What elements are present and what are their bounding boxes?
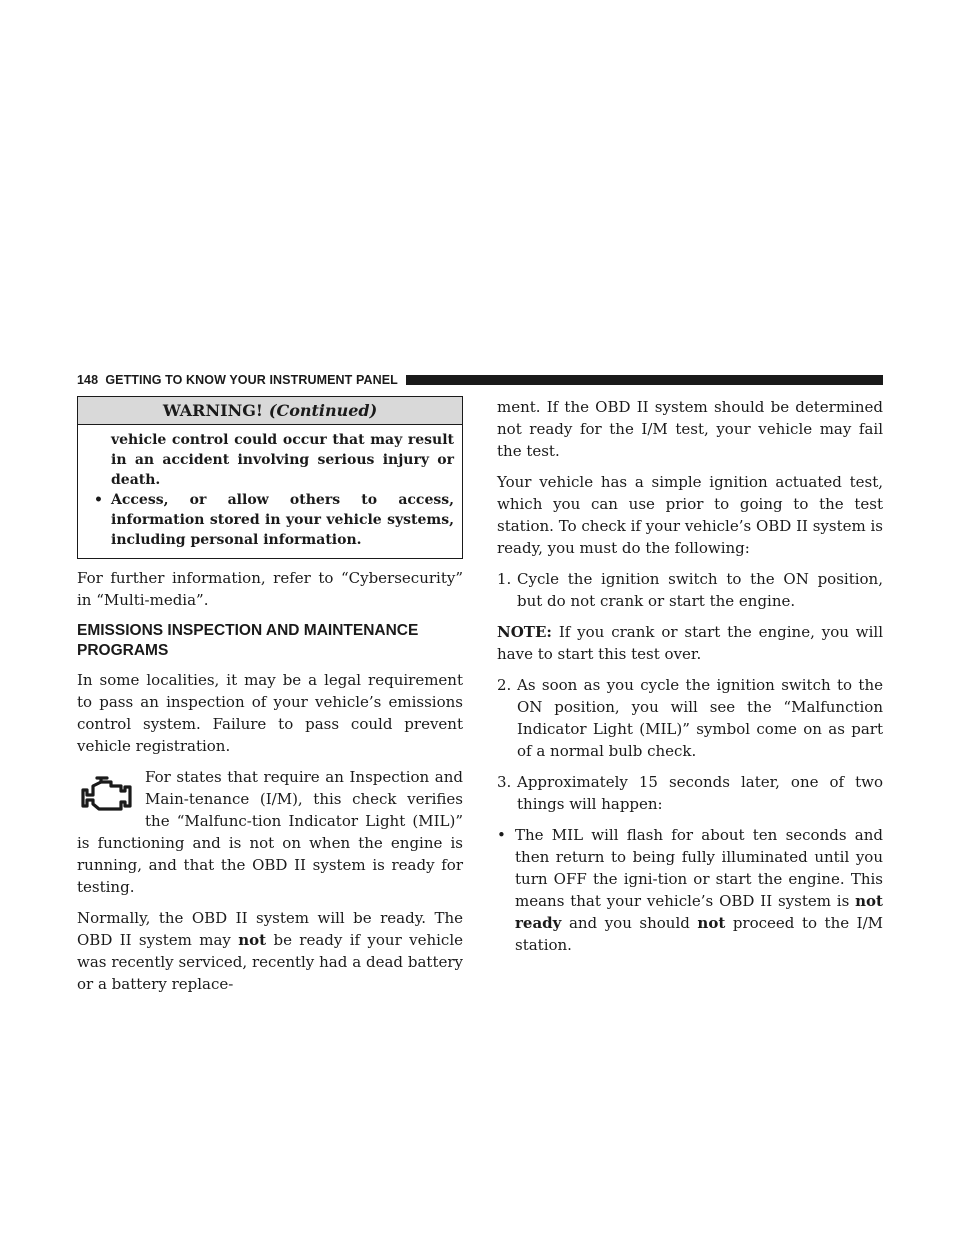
bullet-icon: • xyxy=(94,492,103,508)
bold-not: not xyxy=(238,931,267,949)
warning-bullet-text: Access, or allow others to access, information stored in your vehicle systems, including personal information. xyxy=(111,492,454,548)
note-text: If you crank or start the engine, you will have to start this test over. xyxy=(497,623,883,663)
localities-paragraph: In some localities, it may be a legal requirement to pass an inspection of your vehicle’s emissions control system. Failure to pass could prevent vehicle registration. xyxy=(77,671,463,755)
obd-ready-paragraph: Normally, the OBD II system will be ready. The OBD II system may not be ready if your vehicle was recently serviced, recently had a dead battery or a battery replace- xyxy=(77,909,463,993)
continued-paragraph: ment. If the OBD II system should be determined not ready for the I/M test, your vehicle may fail the test. xyxy=(497,398,883,460)
warning-body xyxy=(78,425,462,558)
ignition-test-paragraph: Your vehicle has a simple ignition actuated test, which you can use prior to going to the test station. To check if your vehicle’s OBD II system is ready, you must do the following: xyxy=(497,473,883,557)
bold-not: not xyxy=(697,914,726,932)
bullet-icon: • xyxy=(497,826,506,844)
step-2 xyxy=(497,674,883,762)
page-number: 148 xyxy=(77,373,99,387)
warning-header xyxy=(78,397,462,425)
step-text: Cycle the ignition switch to the ON position, but do not crank or start the engine. xyxy=(517,570,883,610)
note-label: NOTE: xyxy=(497,623,552,641)
page-header xyxy=(77,372,883,388)
further-info-paragraph: For further information, refer to “Cybersecurity” in “Multi-media”. xyxy=(77,569,463,609)
bold-not-ready: not ready xyxy=(515,892,883,932)
check-engine-icon xyxy=(77,774,137,818)
note-paragraph xyxy=(497,621,883,665)
right-column xyxy=(497,396,883,965)
warning-continued: (Continued) xyxy=(268,401,378,420)
section-title: GETTING TO KNOW YOUR INSTRUMENT PANEL xyxy=(105,373,398,387)
mil-check-paragraph: For states that require an Inspection and Main-tenance (I/M), this check verifies the “Malfunc-tion Indicator Light (MIL)” is functioning and is not on when the engine is running, and that the OBD II system is ready for testing. xyxy=(77,768,463,896)
warning-box xyxy=(77,396,463,559)
warning-continuation-text: vehicle control could occur that may result in an accident involving serious injury or death. xyxy=(111,432,454,488)
step-3 xyxy=(497,771,883,815)
header-rule xyxy=(406,375,883,385)
step-number: 3. xyxy=(497,773,512,791)
section-heading: EMISSIONS INSPECTION AND MAINTENANCE PROGRAMS xyxy=(77,622,419,659)
warning-title: WARNING! xyxy=(162,401,263,420)
warning-bullet xyxy=(86,490,454,550)
bullet-text: The MIL will flash for about ten seconds and then return to being fully illuminated until you turn OFF the igni-tion or start the engine. This means that your vehicle’s OBD II system is not ready and you should not proceed to the I/M station. xyxy=(515,826,883,954)
step-number: 1. xyxy=(497,570,512,588)
step-text: As soon as you cycle the ignition switch to the ON position, you will see the “Malfunction Indicator Light (MIL)” symbol come on as part of a normal bulb check. xyxy=(517,676,883,760)
mil-flash-bullet xyxy=(497,824,883,956)
step-1 xyxy=(497,568,883,612)
step-text: Approximately 15 seconds later, one of two things will happen: xyxy=(517,773,883,813)
step-number: 2. xyxy=(497,676,512,694)
page-number-and-section xyxy=(77,373,398,387)
left-column xyxy=(77,396,463,1004)
mil-paragraph-block xyxy=(77,766,463,898)
